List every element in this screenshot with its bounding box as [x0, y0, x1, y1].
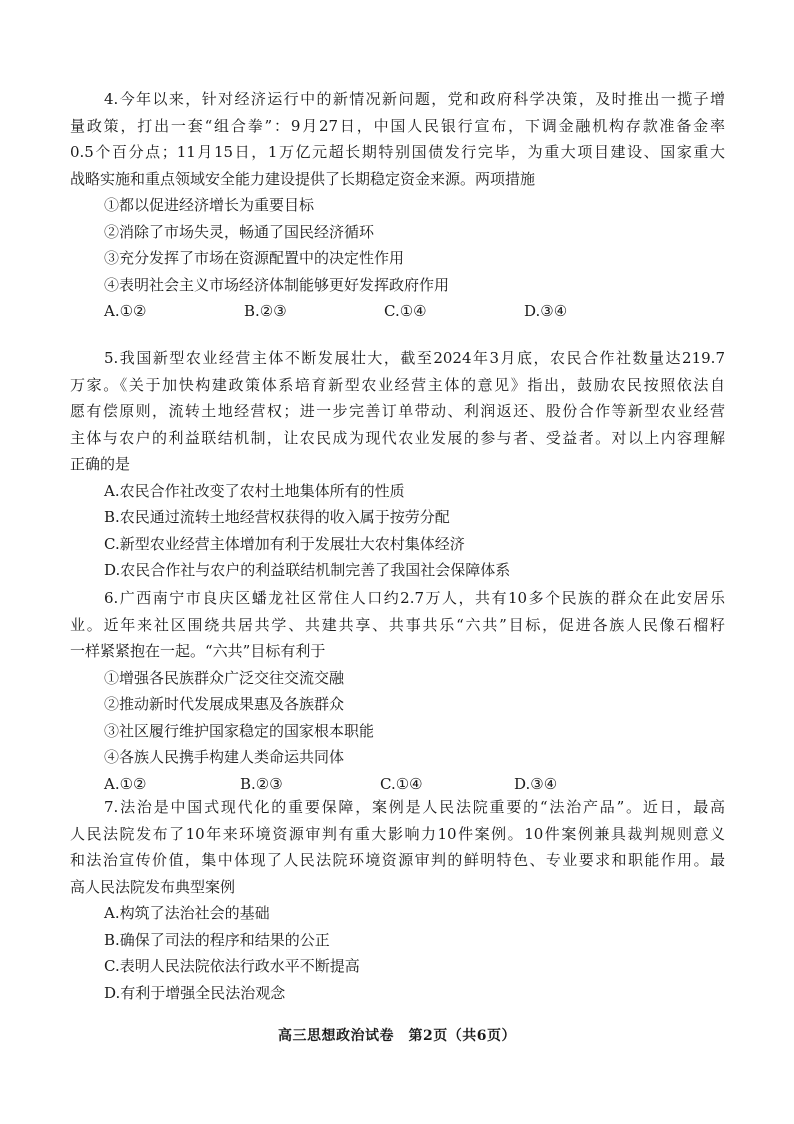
question-4-statement-2: ②消除了市场失灵，畅通了国民经济循环 — [104, 222, 375, 241]
choice-a: A.①② — [104, 774, 147, 793]
question-4-stem-line: 4.今年以来，针对经济运行中的新情况新问题，党和政府科学决策，及时推出一揽子增 — [104, 90, 725, 108]
question-7-option-c: C.表明人民法院依法行政水平不断提高 — [104, 957, 360, 975]
question-5-option-b: B.农民通过流转土地经营权获得的收入属于按劳分配 — [104, 508, 450, 526]
question-4-choices — [70, 298, 725, 325]
question-6-statement-4: ④各族人民携手构建人类命运共同体 — [104, 748, 345, 766]
question-5-option-d: D.农民合作社与农户的利益联结机制完善了我国社会保障体系 — [104, 561, 511, 579]
choice-b: B.②③ — [244, 302, 287, 320]
choice-d: D.③④ — [514, 774, 558, 793]
choice-c: C.①④ — [380, 774, 423, 793]
page-footer: 高三思想政治试卷 第2页（共6页） — [278, 1028, 516, 1044]
question-4-statement-3: ③充分发挥了市场在资源配置中的决定性作用 — [104, 249, 405, 267]
question-5-stem-line: 万家。《关于加快构建政策体系培育新型农业经营主体的意见》指出，鼓励农民按照依法自 — [70, 375, 725, 394]
choice-d: D.③④ — [524, 302, 568, 320]
question-5-stem-line: 5.我国新型农业经营主体不断发展壮大，截至2024年3月底，农民合作社数量达219.7 — [104, 349, 725, 367]
question-6-statement-1: ①增强各民族群众广泛交往交流交融 — [104, 668, 345, 687]
question-5 — [70, 345, 725, 584]
question-6-stem-line: 一样紧紧抱在一起。“六共”目标有利于 — [70, 642, 326, 660]
choice-c: C.①④ — [384, 302, 427, 320]
question-5-option-c: C.新型农业经营主体增加有利于发展壮大农村集体经济 — [104, 534, 465, 553]
question-7-stem-line: 高人民法院发布典型案例 — [70, 877, 236, 896]
question-4-statement-4: ④表明社会主义市场经济体制能够更好发挥政府作用 — [104, 275, 450, 294]
question-6 — [70, 585, 725, 797]
question-5-stem-line: 愿有偿原则，流转土地经营权；进一步完善订单带动、利润返还、股份合作等新型农业经营 — [70, 402, 725, 420]
question-4-statement-1: ①都以促进经济增长为重要目标 — [104, 196, 315, 214]
question-7-option-b: B.确保了司法的程序和结果的公正 — [104, 930, 330, 949]
question-6-statement-3: ③社区履行维护国家稳定的国家根本职能 — [104, 721, 375, 740]
question-4-stem-line: 0.5个百分点；11月15日，1万亿元超长期特别国债发行完毕，为重大项目建设、国家重大 — [70, 143, 725, 161]
question-5-stem-line: 正确的是 — [70, 455, 131, 473]
question-4-stem-line: 战略实施和重点领域安全能力建设提供了长期稳定资金来源。两项措施 — [70, 169, 536, 188]
question-7 — [70, 794, 725, 1006]
question-5-stem-line: 主体与农户的利益联结机制，让农民成为现代农业发展的参与者、受益者。对以上内容理解 — [70, 428, 725, 447]
question-7-stem-line: 7.法治是中国式现代化的重要保障，案例是人民法院重要的“法治产品”。近日，最高 — [104, 798, 725, 816]
choice-a: A.①② — [104, 302, 147, 320]
question-4 — [70, 86, 725, 325]
choice-b: B.②③ — [240, 774, 283, 793]
question-4-stem-line: 量政策，打出一套“组合拳”：9月27日，中国人民银行宣布，下调金融机构存款准备金率 — [70, 116, 725, 135]
question-7-stem-line: 人民法院发布了10年来环境资源审判有重大影响力10件案例。10件案例兼具裁判规则意义 — [70, 824, 725, 843]
question-7-option-d: D.有利于增强全民法治观念 — [104, 983, 286, 1002]
question-6-stem-line: 6.广西南宁市良庆区蟠龙社区常住人口约2.7万人，共有10多个民族的群众在此安居乐 — [104, 589, 725, 607]
question-7-stem-line: 和法治宣传价值，集中体现了人民法院环境资源审判的鲜明特色、专业要求和职能作用。最 — [70, 851, 725, 869]
question-6-stem-line: 业。近年来社区围绕共居共学、共建共享、共事共乐“六共”目标，促进各族人民像石榴籽 — [70, 615, 725, 634]
question-5-option-a: A.农民合作社改变了农村土地集体所有的性质 — [104, 481, 405, 500]
question-6-statement-2: ②推动新时代发展成果惠及各族群众 — [104, 695, 345, 713]
question-7-option-a: A.构筑了法治社会的基础 — [104, 904, 270, 922]
